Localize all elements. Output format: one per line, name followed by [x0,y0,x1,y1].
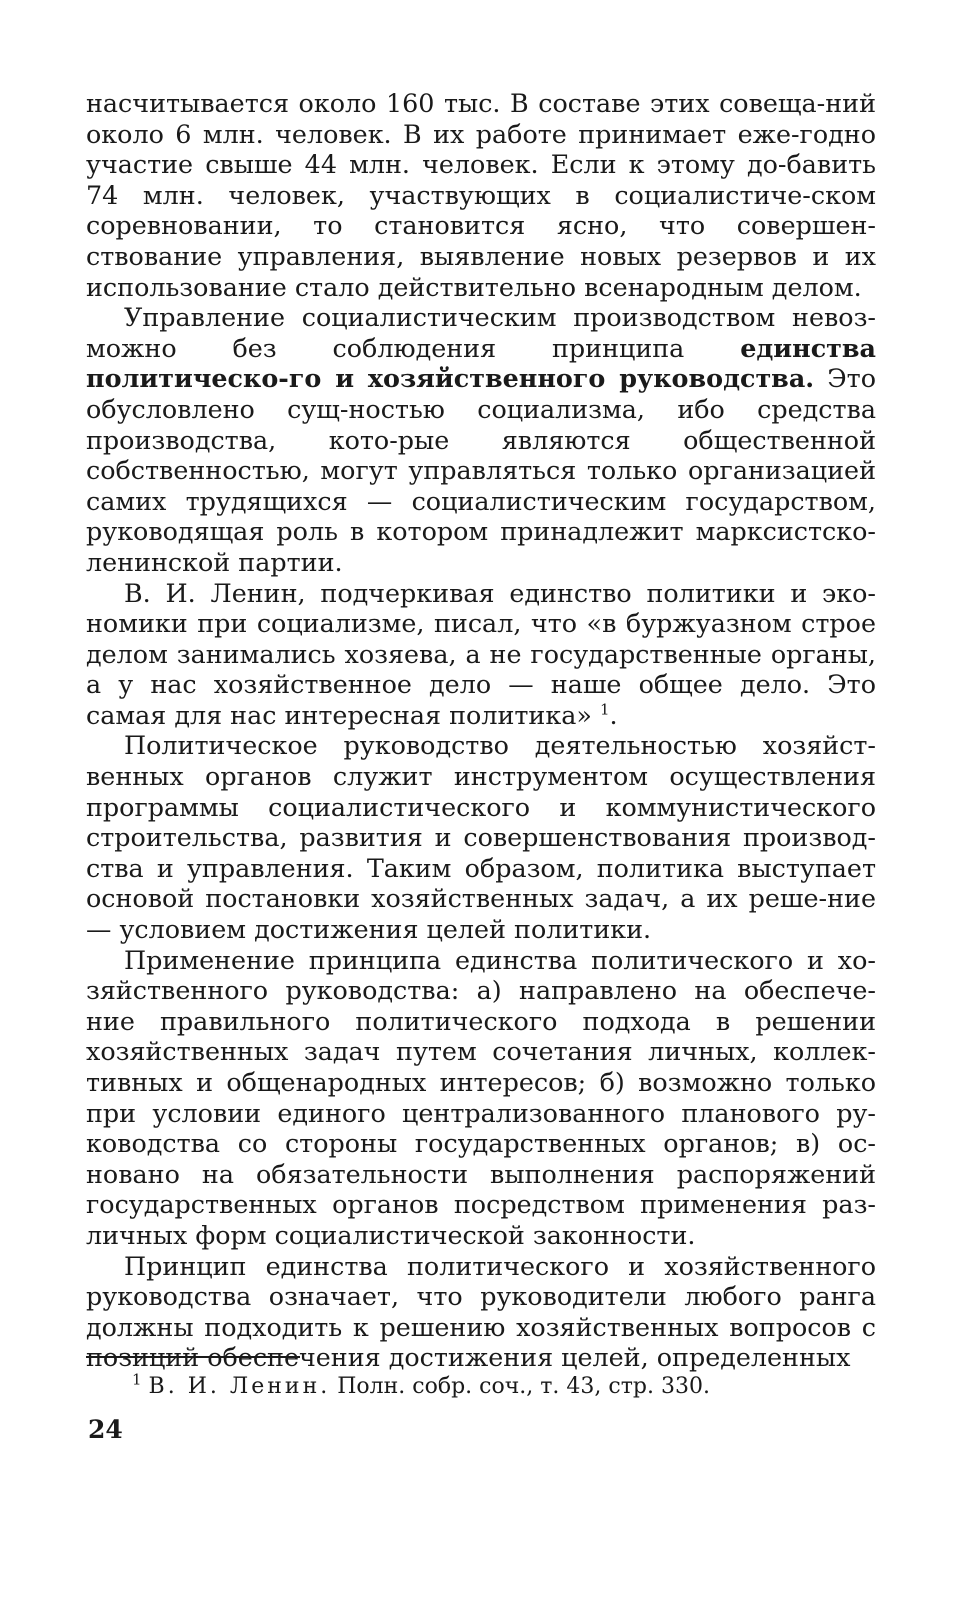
paragraph-2-emphasis: единства политическо-го и хозяйственного руководства. [86,332,876,394]
footnote-reference: 1 [599,700,610,719]
footnote-divider [86,1356,300,1358]
footnote-marker: 1 [132,1370,142,1389]
footnote-source: Полн. собр. соч., т. 43, стр. 330. [330,1374,710,1399]
paragraph-2-text-end: Это обусловлено сущ-ностью социализма, ибо средства производства, кото-рые являются общественной собственностью, могут управляться только организацией самих трудящихся — социалистическим государством, руководящая роль в котором принадлежит марксистско-ленинской партии. [86,363,876,577]
paragraph-2 [86,302,876,577]
paragraph-3 [86,578,876,731]
footnote [132,1370,710,1401]
paragraph-3-tail: . [609,699,618,730]
paragraph-6: Принцип единства политического и хозяйственного руководства означает, что руководители любого ранга должны подходить к решению хозяйственных вопросов с позиций обеспечения достижения целей, определенных [86,1250,876,1373]
paragraph-1: насчитывается около 160 тыс. В составе этих совеща-ний около 6 млн. человек. В их работе принимает еже-годно участие свыше 44 млн. человек. Если к этому до-бавить 74 млн. человек, участвующих в социалистиче-ском соревновании, то становится ясно, что совершен-ствование управления, выявление новых резервов и их использование стало действительно всенародным делом. [86,88,876,302]
paragraph-5: Применение принципа единства политического и хо-зяйственного руководства: а) направлено на обеспече-ние правильного политического подхода в решении хозяйственных задач путем сочетания личных, коллек-тивных и общенародных интересов; б) возможно только при условии единого централизованного планового ру-ководства со стороны государственных органов; в) ос-новано на обязательности выполнения распоряжений государственных органов посредством применения раз-личных форм социалистической законности. [86,944,876,1250]
paragraph-2-text: Управление социалистическим производством невоз-можно без соблюдения принципа [86,302,876,363]
paragraph-3-text: В. И. Ленин, подчеркивая единство политики и эко-номики при социализме, писал, что «в буржуазном строе делом занимались хозяева, а не государственные органы, а у нас хозяйственное дело — наше общее дело. Это самая для нас интересная политика» [86,577,876,730]
page-number: 24 [88,1415,123,1444]
footnote-author: В. И. Ленин. [148,1374,331,1399]
paragraph-4: Политическое руководство деятельностью хозяйст-венных органов служит инструментом осуществления программы социалистического и коммунистического строительства, развития и совершенствования производ-ства и управления. Таким образом, политика выступает основой постановки хозяйственных задач, а их реше-ние — условием достижения целей политики. [86,730,876,945]
main-text [86,88,876,1373]
